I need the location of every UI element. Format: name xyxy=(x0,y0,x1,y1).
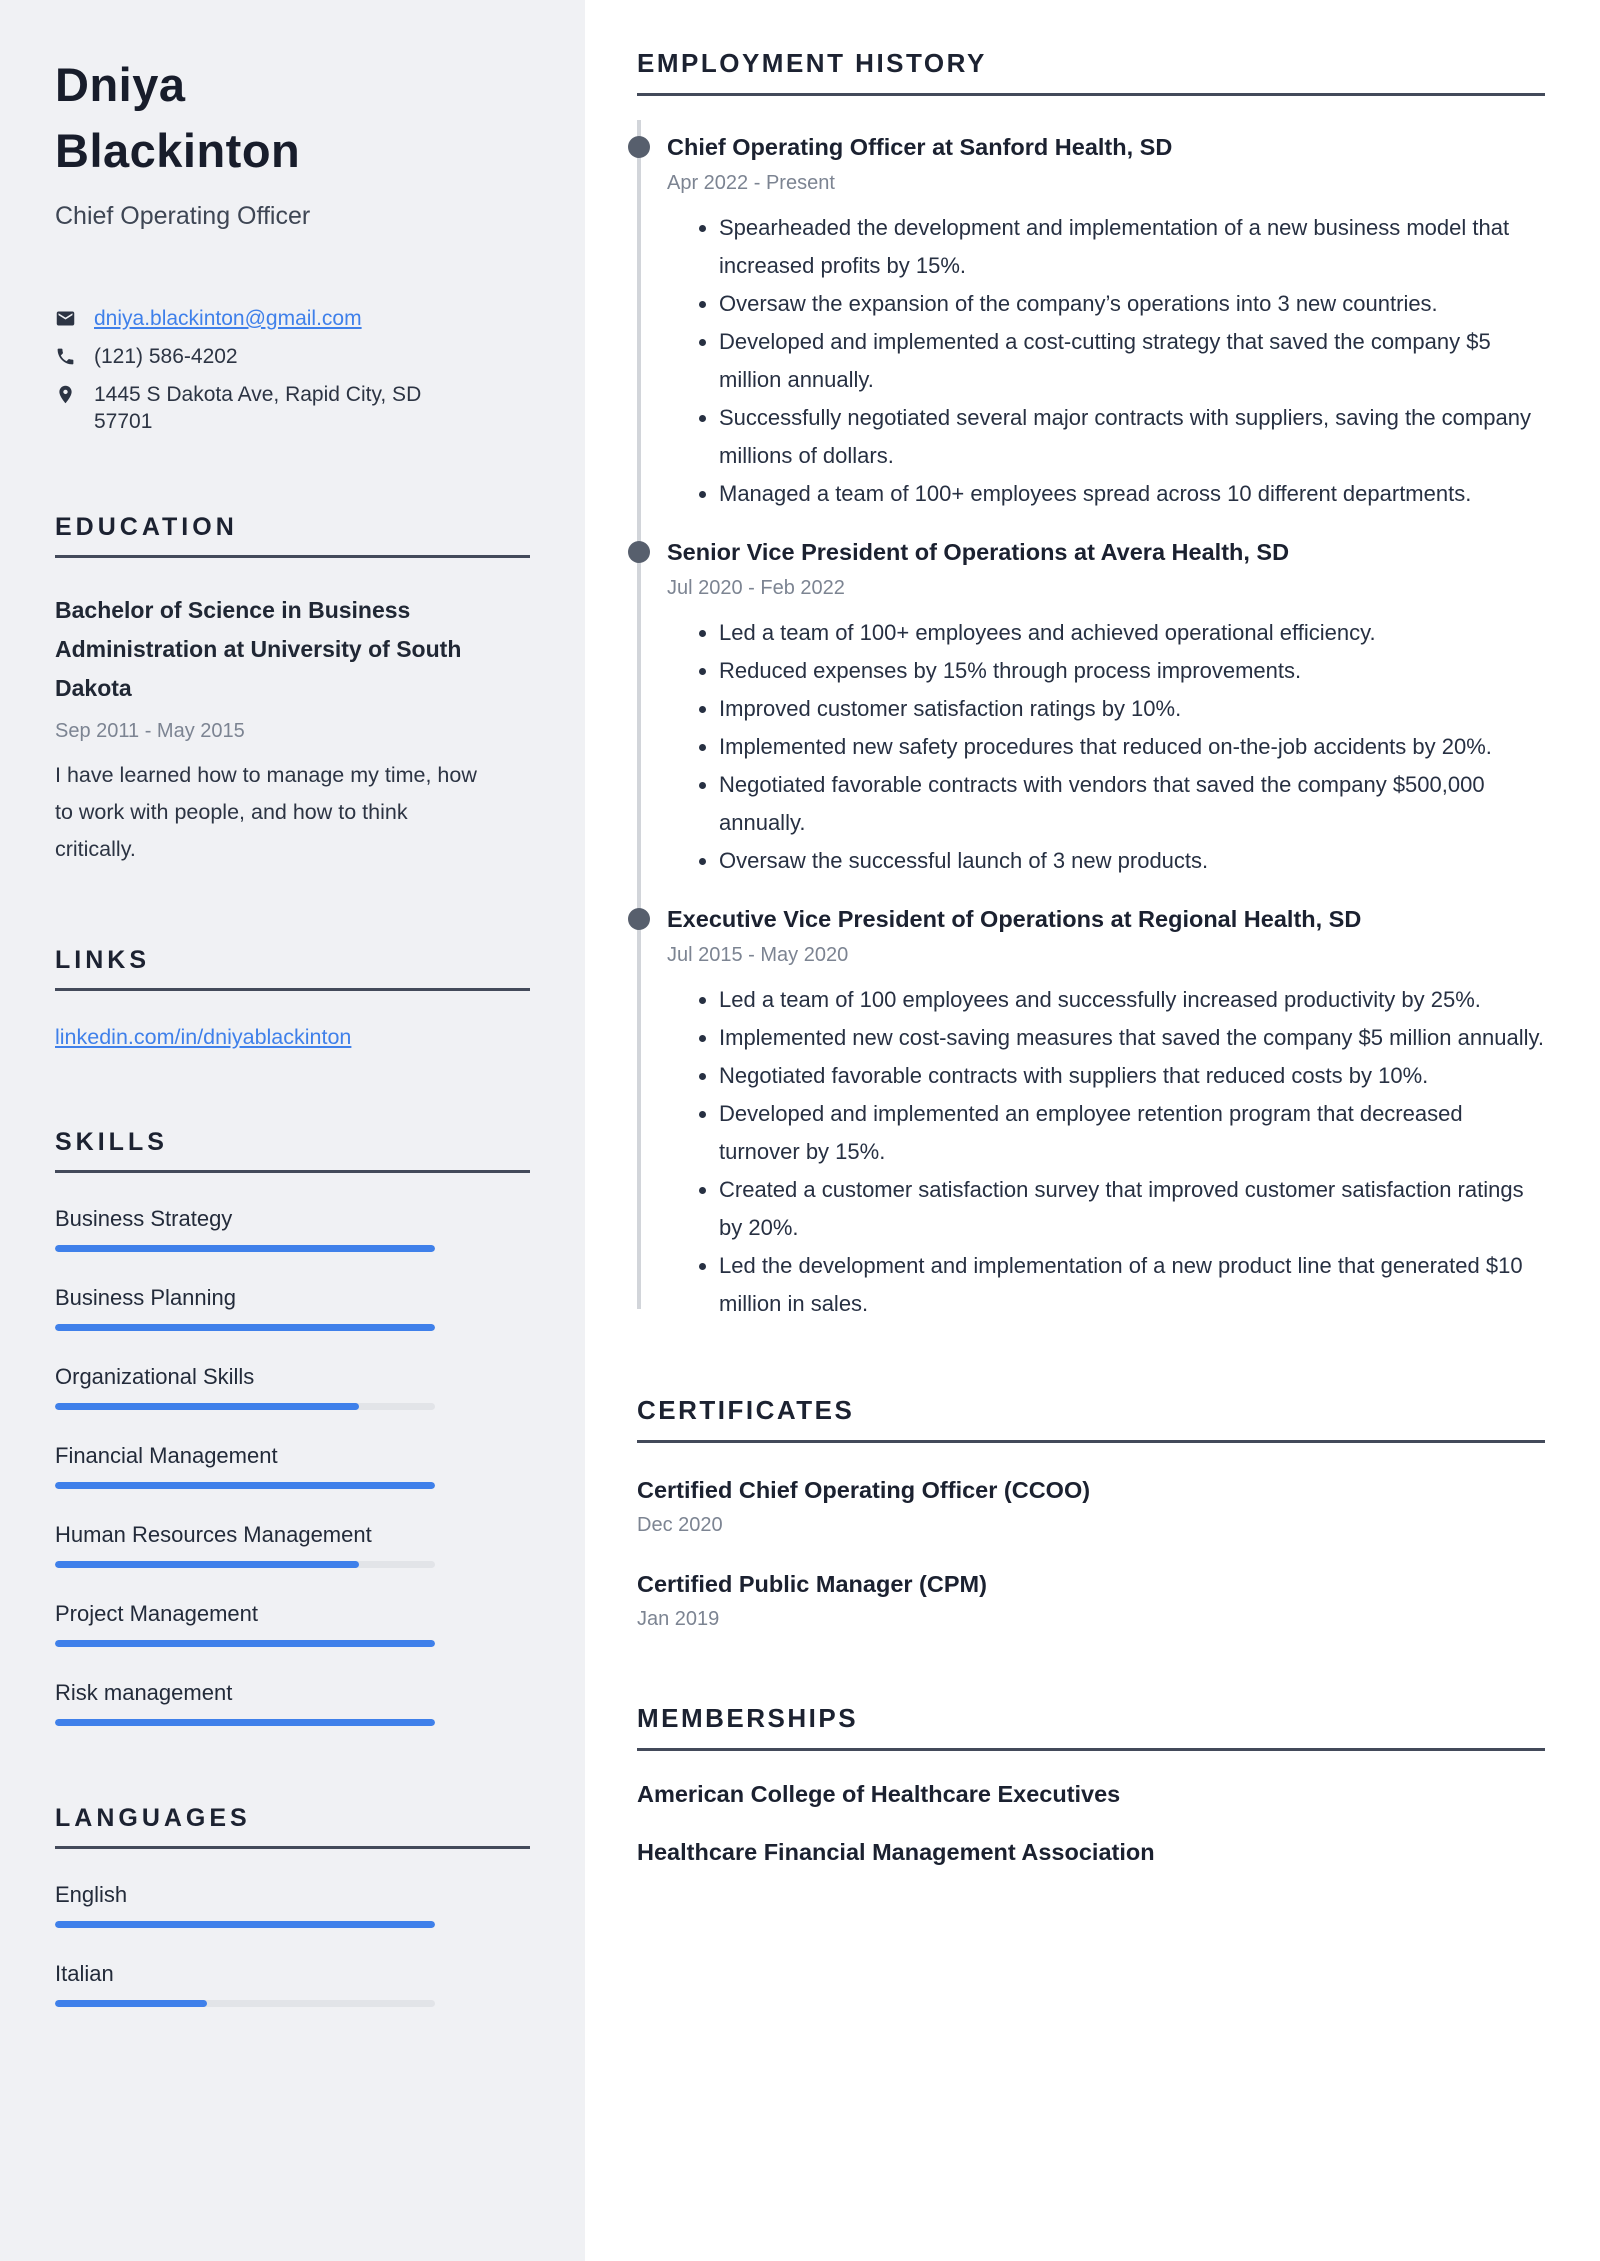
email-link[interactable]: dniya.blackinton@gmail.com xyxy=(94,306,362,330)
skill-bar-track xyxy=(55,1561,435,1568)
certificate-date: Jan 2019 xyxy=(637,1608,720,1630)
memberships-heading: MEMBERSHIPS xyxy=(637,1703,1545,1751)
language-item xyxy=(55,1961,530,2007)
job-dates: Apr 2022 - Present xyxy=(667,172,835,194)
employment-heading: EMPLOYMENT HISTORY xyxy=(637,48,1545,96)
address-text: 1445 S Dakota Ave, Rapid City, SD 57701 xyxy=(94,382,422,433)
skills-section xyxy=(55,1128,530,1726)
membership-title: American College of Healthcare Executives xyxy=(637,1781,1121,1807)
job-bullet: • Implemented new safety procedures that reduced on-the-job accidents by 20%. xyxy=(719,728,1545,766)
education-heading: EDUCATION xyxy=(55,513,530,558)
envelope-icon xyxy=(55,308,76,329)
certificate-entry xyxy=(637,1475,1545,1537)
job-title: Executive Vice President of Operations at Regional Health, SD xyxy=(667,906,1362,932)
skill-label: Business Planning xyxy=(55,1284,237,1310)
skill-bar-fill xyxy=(55,1482,435,1489)
contact-phone-row xyxy=(55,343,530,370)
contact-address-row xyxy=(55,381,530,435)
skill-label: Project Management xyxy=(55,1600,258,1626)
phone-number: (121) 586-4202 xyxy=(94,344,238,368)
skill-label: Business Strategy xyxy=(55,1205,233,1231)
job-title: Chief Operating Officer at Sanford Health, SD xyxy=(667,134,1173,160)
certificate-title: Certified Chief Operating Officer (CCOO) xyxy=(637,1477,1091,1503)
job-bullet: • Reduced expenses by 15% through process improvements. xyxy=(719,652,1545,690)
job-bullet: • Oversaw the expansion of the company’s operations into 3 new countries. xyxy=(719,285,1545,323)
skill-bar-fill xyxy=(55,1640,435,1647)
certificate-title: Certified Public Manager (CPM) xyxy=(637,1571,987,1597)
links-section xyxy=(55,946,530,1050)
language-item xyxy=(55,1882,530,1928)
education-description: I have learned how to manage my time, how to work with people, and how to think critically. xyxy=(55,762,477,861)
skill-item xyxy=(55,1364,530,1410)
certificate-entry xyxy=(637,1569,1545,1631)
skill-item xyxy=(55,1601,530,1647)
job-bullet: • Led a team of 100+ employees and achieved operational efficiency. xyxy=(719,614,1545,652)
skill-bar-track xyxy=(55,1482,435,1489)
employment-timeline xyxy=(637,110,1545,1323)
membership-title: Healthcare Financial Management Association xyxy=(637,1839,1155,1865)
skill-bar-track xyxy=(55,1324,435,1331)
job-bullet: • Developed and implemented a cost-cutting strategy that saved the company $5 million annually. xyxy=(719,323,1545,399)
job-entry xyxy=(637,904,1545,1323)
job-bullet: • Created a customer satisfaction survey that improved customer satisfaction ratings by 20%. xyxy=(719,1171,1545,1247)
job-bullet-list xyxy=(667,209,1545,513)
job-bullet: • Led a team of 100 employees and successfully increased productivity by 25%. xyxy=(719,981,1545,1019)
skill-bar-fill xyxy=(55,1719,435,1726)
job-bullet: • Implemented new cost-saving measures that saved the company $5 million annually. xyxy=(719,1019,1545,1057)
main-content xyxy=(585,0,1600,2261)
timeline-dot-icon xyxy=(628,908,650,930)
job-bullet: • Negotiated favorable contracts with suppliers that reduced costs by 10%. xyxy=(719,1057,1545,1095)
skill-bar-track xyxy=(55,1640,435,1647)
membership-entry xyxy=(637,1837,1545,1867)
skill-bar-track xyxy=(55,1403,435,1410)
language-bar-track xyxy=(55,1921,435,1928)
skill-item xyxy=(55,1443,530,1489)
linkedin-link[interactable]: linkedin.com/in/dniyablackinton xyxy=(55,1024,352,1049)
job-dates: Jul 2020 - Feb 2022 xyxy=(667,577,845,599)
skill-bar-fill xyxy=(55,1561,359,1568)
timeline-dot-icon xyxy=(628,541,650,563)
job-title: Senior Vice President of Operations at Avera Health, SD xyxy=(667,539,1290,565)
language-label: Italian xyxy=(55,1960,114,1986)
person-job-title: Chief Operating Officer xyxy=(55,201,311,230)
skill-bar-fill xyxy=(55,1324,435,1331)
languages-section xyxy=(55,1804,530,2007)
certificates-section xyxy=(637,1395,1545,1631)
certificates-heading: CERTIFICATES xyxy=(637,1395,1545,1443)
skill-label: Financial Management xyxy=(55,1442,278,1468)
skill-label: Risk management xyxy=(55,1679,233,1705)
person-name: Dniya Blackinton xyxy=(55,58,301,177)
location-pin-icon xyxy=(55,384,76,405)
education-section xyxy=(55,513,530,868)
education-dates: Sep 2011 - May 2015 xyxy=(55,719,245,742)
skills-heading: SKILLS xyxy=(55,1128,530,1173)
skill-bar-track xyxy=(55,1245,435,1252)
language-bar-fill xyxy=(55,1921,435,1928)
certificate-date: Dec 2020 xyxy=(637,1514,723,1536)
memberships-section xyxy=(637,1703,1545,1867)
job-bullet: • Led the development and implementation of a new product line that generated $10 million in sales. xyxy=(719,1247,1545,1323)
job-bullet-list xyxy=(667,981,1545,1323)
skill-bar-fill xyxy=(55,1245,435,1252)
job-bullet: • Developed and implemented an employee retention program that decreased turnover by 15%. xyxy=(719,1095,1545,1171)
job-bullet: • Improved customer satisfaction ratings by 10%. xyxy=(719,690,1545,728)
job-bullet: • Oversaw the successful launch of 3 new products. xyxy=(719,842,1545,880)
language-bar-track xyxy=(55,2000,435,2007)
employment-section xyxy=(637,48,1545,1323)
contact-list xyxy=(55,305,530,435)
sidebar xyxy=(0,0,585,2261)
skill-item xyxy=(55,1206,530,1252)
language-label: English xyxy=(55,1881,128,1907)
skill-item xyxy=(55,1285,530,1331)
job-bullet: • Successfully negotiated several major contracts with suppliers, saving the company millions of dollars. xyxy=(719,399,1545,475)
links-heading: LINKS xyxy=(55,946,530,991)
skill-item xyxy=(55,1680,530,1726)
timeline-dot-icon xyxy=(628,136,650,158)
job-bullet: • Managed a team of 100+ employees spread across 10 different departments. xyxy=(719,475,1545,513)
skill-item xyxy=(55,1522,530,1568)
language-bar-fill xyxy=(55,2000,207,2007)
languages-heading: LANGUAGES xyxy=(55,1804,530,1849)
education-degree: Bachelor of Science in Business Administration at University of South Dakota xyxy=(55,596,462,701)
job-dates: Jul 2015 - May 2020 xyxy=(667,944,849,966)
contact-email-row xyxy=(55,305,530,332)
job-entry xyxy=(637,537,1545,880)
skill-label: Human Resources Management xyxy=(55,1521,372,1547)
job-entry xyxy=(637,132,1545,513)
job-bullet: • Negotiated favorable contracts with vendors that saved the company $500,000 annually. xyxy=(719,766,1545,842)
job-bullet-list xyxy=(667,614,1545,880)
skill-bar-fill xyxy=(55,1403,359,1410)
membership-entry xyxy=(637,1779,1545,1809)
skill-bar-track xyxy=(55,1719,435,1726)
job-bullet: • Spearheaded the development and implementation of a new business model that increased profits by 15%. xyxy=(719,209,1545,285)
phone-icon xyxy=(55,346,76,367)
skill-label: Organizational Skills xyxy=(55,1363,255,1389)
